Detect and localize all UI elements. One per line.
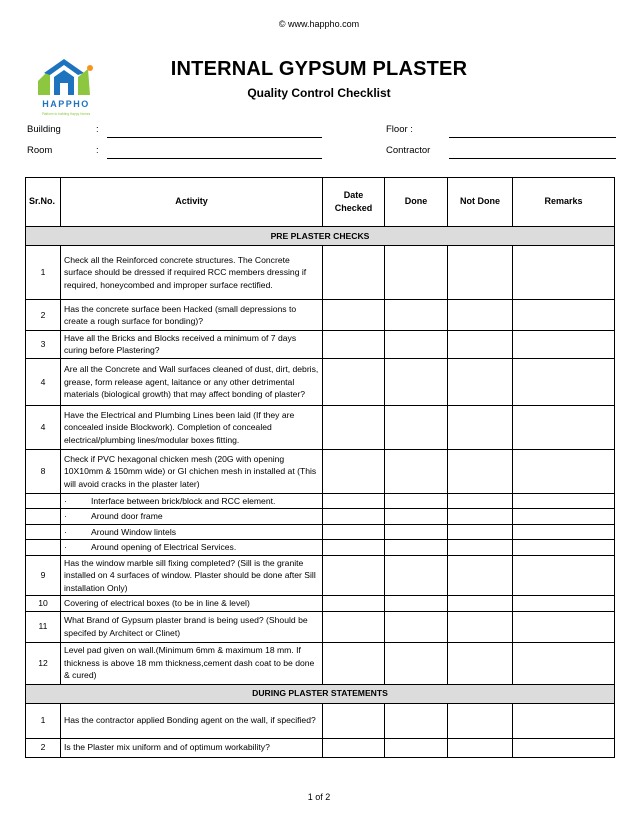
section-title: PRE PLASTER CHECKS [26, 227, 615, 246]
row-activity: Has the window marble sill fixing completed? (Sill is the granite installed on 4 surfaces of window. Plaster should be done after Sill installation Only) [61, 555, 323, 595]
checklist-table [25, 177, 615, 758]
row-activity: Have all the Bricks and Blocks received a minimum of 7 days curing before Plastering? [61, 331, 323, 359]
row-sr-no [26, 509, 61, 524]
row-activity: Has the contractor applied Bonding agent on the wall, if specified? [61, 703, 323, 738]
done-cell[interactable] [385, 540, 448, 555]
row-sr-no: 4 [26, 405, 61, 449]
row-activity: Has the concrete surface been Hacked (small depressions to create a rough surface for bonding)? [61, 300, 323, 331]
sub-item-row [26, 493, 615, 508]
bullet-icon: · [64, 526, 67, 537]
header-done: Done [385, 178, 448, 227]
sub-item-text: Around door frame [91, 511, 163, 522]
date-checked-cell[interactable] [323, 524, 385, 539]
date-checked-cell[interactable] [323, 493, 385, 508]
header-sr-no: Sr.No. [26, 178, 61, 227]
header-date-checked: Date Checked [323, 178, 385, 227]
remarks-cell[interactable] [513, 738, 615, 757]
contractor-field[interactable] [449, 158, 616, 159]
not-done-cell[interactable] [448, 596, 513, 611]
row-activity: Are all the Concrete and Wall surfaces cleaned of dust, dirt, debris, grease, form release agent, laitance or any other detrimental materials (biological growth) that may affect bonding of plaster? [61, 358, 323, 405]
done-cell[interactable] [385, 524, 448, 539]
not-done-cell[interactable] [448, 738, 513, 757]
floor-label: Floor : [386, 124, 413, 135]
not-done-cell[interactable] [448, 449, 513, 493]
not-done-cell[interactable] [448, 540, 513, 555]
date-checked-cell[interactable] [323, 449, 385, 493]
bullet-icon: · [64, 542, 67, 553]
done-cell[interactable] [385, 300, 448, 331]
done-cell[interactable] [385, 596, 448, 611]
date-checked-cell[interactable] [323, 596, 385, 611]
contractor-label: Contractor [386, 145, 431, 156]
date-checked-cell[interactable] [323, 642, 385, 684]
sub-item-row [26, 540, 615, 555]
not-done-cell[interactable] [448, 642, 513, 684]
table-row [26, 611, 615, 642]
remarks-cell[interactable] [513, 703, 615, 738]
table-row [26, 246, 615, 300]
row-sr-no [26, 540, 61, 555]
table-row [26, 331, 615, 359]
done-cell[interactable] [385, 611, 448, 642]
remarks-cell[interactable] [513, 493, 615, 508]
table-row [26, 738, 615, 757]
not-done-cell[interactable] [448, 703, 513, 738]
page-subtitle: Quality Control Checklist [247, 86, 391, 100]
done-cell[interactable] [385, 493, 448, 508]
sub-item-activity [61, 540, 323, 555]
date-checked-cell[interactable] [323, 555, 385, 595]
room-label: Room [27, 145, 53, 156]
room-field[interactable] [107, 158, 322, 159]
done-cell[interactable] [385, 703, 448, 738]
not-done-cell[interactable] [448, 611, 513, 642]
done-cell[interactable] [385, 449, 448, 493]
remarks-cell[interactable] [513, 509, 615, 524]
sub-item-text: Around Window lintels [91, 526, 177, 537]
table-row [26, 703, 615, 738]
remarks-cell[interactable] [513, 642, 615, 684]
date-checked-cell[interactable] [323, 509, 385, 524]
row-sr-no [26, 524, 61, 539]
bullet-icon: · [64, 511, 67, 522]
remarks-cell[interactable] [513, 555, 615, 595]
sub-item-activity [61, 524, 323, 539]
done-cell[interactable] [385, 358, 448, 405]
date-checked-cell[interactable] [323, 331, 385, 359]
remarks-cell[interactable] [513, 246, 615, 300]
section-row-during-plaster [26, 684, 615, 703]
not-done-cell[interactable] [448, 246, 513, 300]
remarks-cell[interactable] [513, 596, 615, 611]
row-activity: What Brand of Gypsum plaster brand is being used? (Should be specifed by Architect or Clinet) [61, 611, 323, 642]
done-cell[interactable] [385, 246, 448, 300]
sub-item-activity [61, 509, 323, 524]
done-cell[interactable] [385, 555, 448, 595]
header-remarks: Remarks [513, 178, 615, 227]
done-cell[interactable] [385, 738, 448, 757]
row-sr-no: 1 [26, 703, 61, 738]
row-sr-no: 2 [26, 300, 61, 331]
done-cell[interactable] [385, 642, 448, 684]
not-done-cell[interactable] [448, 555, 513, 595]
table-header-row [26, 178, 615, 227]
remarks-cell[interactable] [513, 524, 615, 539]
table-row [26, 358, 615, 405]
row-sr-no: 11 [26, 611, 61, 642]
remarks-cell[interactable] [513, 331, 615, 359]
date-checked-cell[interactable] [323, 703, 385, 738]
page-title: INTERNAL GYPSUM PLASTER [170, 58, 468, 80]
remarks-cell[interactable] [513, 449, 615, 493]
row-sr-no: 2 [26, 738, 61, 757]
table-row [26, 300, 615, 331]
row-activity: Level pad given on wall.(Minimum 6mm & maximum 18 mm. If thickness is above 18 mm thickness,cement dash coat to be done & cured) [61, 642, 323, 684]
not-done-cell[interactable] [448, 358, 513, 405]
done-cell[interactable] [385, 331, 448, 359]
row-activity: Check all the Reinforced concrete structures. The Concrete surface should be dressed if required RCC members dressing if required, honeycombed and improper surface rectified. [61, 246, 323, 300]
bullet-icon: · [64, 495, 67, 506]
building-label: Building [27, 124, 61, 135]
row-sr-no: 3 [26, 331, 61, 359]
date-checked-cell[interactable] [323, 358, 385, 405]
remarks-cell[interactable] [513, 358, 615, 405]
row-activity: Is the Plaster mix uniform and of optimum workability? [61, 738, 323, 757]
remarks-cell[interactable] [513, 611, 615, 642]
sub-item-row [26, 524, 615, 539]
date-checked-cell[interactable] [323, 300, 385, 331]
not-done-cell[interactable] [448, 524, 513, 539]
section-row-pre-plaster [26, 227, 615, 246]
not-done-cell[interactable] [448, 331, 513, 359]
done-cell[interactable] [385, 509, 448, 524]
sub-item-text: Around opening of Electrical Services. [91, 542, 237, 553]
row-sr-no: 4 [26, 358, 61, 405]
row-sr-no: 10 [26, 596, 61, 611]
row-activity: Have the Electrical and Plumbing Lines been laid (If they are concealed inside Blockwork). Completion of concealed electrical/plumbing lines/modular boxes fitting. [61, 405, 323, 449]
page-number: 1 of 2 [307, 792, 331, 802]
row-activity: Check if PVC hexagonal chicken mesh (20G with opening 10X10mm & 150mm wide) or GI chichen mesh in installed at (This will avoid cracks in the plaster later) [61, 449, 323, 493]
not-done-cell[interactable] [448, 405, 513, 449]
section-title: DURING PLASTER STATEMENTS [26, 684, 615, 703]
remarks-cell[interactable] [513, 405, 615, 449]
header-activity: Activity [61, 178, 323, 227]
row-sr-no: 12 [26, 642, 61, 684]
table-row [26, 449, 615, 493]
table-row [26, 555, 615, 595]
not-done-cell[interactable] [448, 493, 513, 508]
row-sr-no: 1 [26, 246, 61, 300]
date-checked-cell[interactable] [323, 540, 385, 555]
row-sr-no: 9 [26, 555, 61, 595]
building-colon: : [96, 124, 99, 135]
date-checked-cell[interactable] [323, 738, 385, 757]
room-colon: : [96, 145, 99, 156]
row-activity: Covering of electrical boxes (to be in line & level) [61, 596, 323, 611]
done-cell[interactable] [385, 405, 448, 449]
remarks-cell[interactable] [513, 540, 615, 555]
date-checked-cell[interactable] [323, 246, 385, 300]
logo-tagline: Platform to building Happy Homes [41, 112, 91, 116]
remarks-cell[interactable] [513, 300, 615, 331]
building-field[interactable] [107, 137, 322, 138]
row-sr-no [26, 493, 61, 508]
header-not-done: Not Done [448, 178, 513, 227]
sub-item-row [26, 509, 615, 524]
not-done-cell[interactable] [448, 300, 513, 331]
logo-brand: HAPPHO [42, 99, 90, 109]
floor-field[interactable] [449, 137, 616, 138]
table-row [26, 405, 615, 449]
sub-item-activity [61, 493, 323, 508]
sub-item-text: Interface between brick/block and RCC element. [91, 495, 276, 506]
table-row [26, 596, 615, 611]
date-checked-cell[interactable] [323, 405, 385, 449]
row-sr-no: 8 [26, 449, 61, 493]
table-row [26, 642, 615, 684]
not-done-cell[interactable] [448, 509, 513, 524]
copyright-text: © www.happho.com [278, 19, 360, 29]
date-checked-cell[interactable] [323, 611, 385, 642]
